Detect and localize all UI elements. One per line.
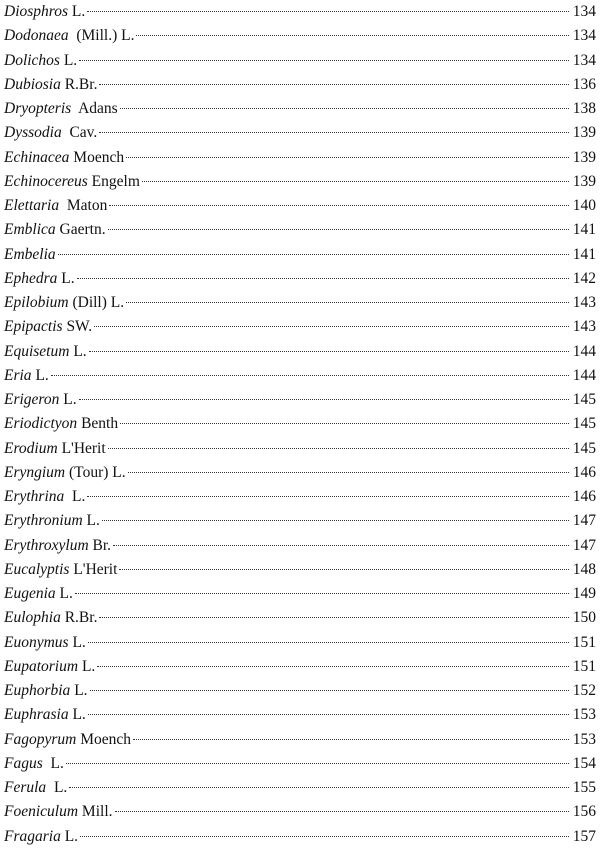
index-entry — [4, 485, 596, 509]
dot-leader — [142, 181, 569, 182]
genus-name: Erigeron — [4, 391, 60, 408]
page-number: 141 — [572, 245, 596, 263]
dot-leader — [133, 739, 569, 740]
page-number: 148 — [572, 560, 596, 578]
genus-name: Erodium — [4, 439, 58, 457]
author-abbreviation: Mill. — [81, 803, 113, 821]
genus-name: Epilobium — [4, 294, 69, 311]
index-entry — [4, 679, 596, 703]
author-abbreviation: L. — [64, 827, 79, 845]
page-number: 134 — [572, 51, 596, 69]
page-number: 155 — [572, 779, 596, 796]
author-abbreviation: Moench — [80, 730, 131, 748]
genus-name: Diosphros — [4, 3, 69, 20]
index-entry — [4, 412, 596, 436]
dot-leader — [94, 326, 569, 327]
page-number: 139 — [572, 172, 596, 190]
genus-name: Dubiosia — [4, 75, 61, 93]
genus-name: Equisetum — [4, 342, 70, 360]
author-abbreviation: (Mill.) L. — [72, 27, 135, 45]
dot-leader — [58, 254, 569, 255]
dot-leader — [79, 399, 569, 400]
author-abbreviation: (Dill) L. — [72, 294, 125, 311]
author-abbreviation: Moench — [73, 148, 125, 166]
botanical-index-list — [4, 0, 596, 849]
index-entry — [4, 631, 596, 655]
genus-name: Dolichos — [4, 51, 60, 69]
author-abbreviation: L. — [72, 633, 86, 651]
index-entry — [4, 291, 596, 315]
index-entry — [4, 800, 596, 824]
dot-leader — [87, 496, 569, 497]
page-number: 151 — [572, 657, 596, 675]
genus-name: Echinocereus — [4, 172, 88, 190]
index-entry — [4, 243, 596, 267]
author-abbreviation: R.Br. — [64, 609, 98, 627]
author-abbreviation: Engelm — [91, 172, 140, 190]
page-number: 144 — [572, 366, 596, 384]
author-abbreviation: Gaertn. — [59, 221, 106, 239]
dot-leader — [113, 545, 569, 546]
index-entry — [4, 97, 596, 121]
author-abbreviation: L. — [74, 682, 88, 699]
author-abbreviation: Maton — [62, 197, 108, 214]
genus-name: Erythrina — [4, 488, 65, 505]
genus-name: Embelia — [4, 245, 56, 263]
genus-name: Fragaria — [4, 827, 61, 845]
index-entry — [4, 364, 596, 388]
dot-leader — [51, 375, 569, 376]
dot-leader — [126, 302, 569, 303]
genus-name: Eria — [4, 366, 32, 384]
index-entry — [4, 728, 596, 752]
page-number: 147 — [572, 536, 596, 554]
index-entry — [4, 825, 596, 849]
genus-name: Eryngium — [4, 463, 66, 481]
author-abbreviation: Adans — [75, 100, 118, 117]
dot-leader — [88, 642, 569, 643]
author-abbreviation: L. — [63, 51, 78, 69]
dot-leader — [75, 593, 569, 594]
author-abbreviation: Br. — [92, 536, 112, 554]
index-entry — [4, 218, 596, 242]
page-number: 136 — [572, 75, 596, 93]
genus-name: Erythroxylum — [4, 536, 89, 554]
author-abbreviation: L. — [50, 779, 68, 796]
genus-name: Euphrasia — [4, 706, 69, 724]
author-abbreviation: L. — [73, 342, 87, 360]
genus-name: Elettaria — [4, 197, 60, 214]
index-entry — [4, 509, 596, 533]
page-number: 149 — [572, 585, 596, 602]
dot-leader — [99, 617, 569, 618]
author-abbreviation: L. — [71, 3, 86, 20]
author-abbreviation: R.Br. — [64, 75, 98, 93]
dot-leader — [89, 351, 569, 352]
dot-leader — [136, 35, 569, 36]
index-entry — [4, 461, 596, 485]
dot-leader — [66, 763, 569, 764]
author-abbreviation: L'Herit — [73, 560, 118, 578]
genus-name: Eucalyptis — [4, 560, 70, 578]
author-abbreviation: L. — [68, 488, 86, 505]
page-number: 145 — [572, 415, 596, 433]
dot-leader — [120, 423, 569, 424]
page-number: 141 — [572, 221, 596, 239]
author-abbreviation: L. — [61, 269, 75, 287]
dot-leader — [109, 205, 569, 206]
page-number: 140 — [572, 197, 596, 214]
genus-name: Eupatorium — [4, 657, 79, 675]
index-entry — [4, 146, 596, 170]
dot-leader — [80, 836, 569, 837]
page-number: 144 — [572, 342, 596, 360]
genus-name: Eriodictyon — [4, 415, 78, 433]
dot-leader — [126, 157, 569, 158]
genus-name: Ephedra — [4, 269, 58, 287]
page-number: 134 — [572, 3, 596, 20]
page-number: 143 — [572, 294, 596, 311]
index-entry — [4, 582, 596, 606]
index-entry — [4, 388, 596, 412]
index-entry — [4, 558, 596, 582]
genus-name: Eugenia — [4, 585, 56, 602]
page-number: 142 — [572, 269, 596, 287]
dot-leader — [77, 278, 569, 279]
dot-leader — [88, 714, 569, 715]
page-number: 134 — [572, 27, 596, 45]
author-abbreviation: L. — [63, 391, 77, 408]
page-number: 146 — [572, 488, 596, 505]
page-number: 150 — [572, 609, 596, 627]
author-abbreviation: L. — [81, 657, 96, 675]
genus-name: Echinacea — [4, 148, 70, 166]
genus-name: Eulophia — [4, 609, 61, 627]
page-number: 145 — [572, 391, 596, 408]
dot-leader — [120, 108, 569, 109]
dot-leader — [128, 472, 569, 473]
dot-leader — [99, 84, 569, 85]
page-number: 146 — [572, 463, 596, 481]
dot-leader — [87, 11, 569, 12]
index-entry — [4, 170, 596, 194]
index-entry — [4, 267, 596, 291]
page-number: 153 — [572, 730, 596, 748]
index-entry — [4, 73, 596, 97]
genus-name: Euonymus — [4, 633, 69, 651]
index-entry — [4, 534, 596, 558]
dot-leader — [97, 666, 569, 667]
author-abbreviation: L. — [72, 706, 86, 724]
genus-name: Dodonaea — [4, 27, 69, 45]
author-abbreviation: L. — [86, 512, 100, 530]
author-abbreviation: L. — [46, 754, 64, 772]
page-number: 152 — [572, 682, 596, 699]
genus-name: Emblica — [4, 221, 56, 239]
page-number: 145 — [572, 439, 596, 457]
dot-leader — [119, 569, 569, 570]
index-entry — [4, 24, 596, 48]
genus-name: Epipactis — [4, 318, 63, 336]
index-entry — [4, 340, 596, 364]
index-entry — [4, 776, 596, 800]
genus-name: Dyssodia — [4, 124, 62, 142]
page-number: 138 — [572, 100, 596, 117]
author-abbreviation: (Tour) L. — [69, 463, 126, 481]
page-number: 139 — [572, 124, 596, 142]
index-entry — [4, 437, 596, 461]
dot-leader — [90, 690, 569, 691]
index-entry — [4, 194, 596, 218]
dot-leader — [102, 520, 569, 521]
genus-name: Fagopyrum — [4, 730, 77, 748]
genus-name: Foeniculum — [4, 803, 79, 821]
genus-name: Erythronium — [4, 512, 83, 530]
page-number: 139 — [572, 148, 596, 166]
page-number: 143 — [572, 318, 596, 336]
index-entry — [4, 655, 596, 679]
index-entry — [4, 49, 596, 73]
page-number: 151 — [572, 633, 596, 651]
author-abbreviation: Cav. — [65, 124, 98, 142]
dot-leader — [69, 787, 569, 788]
author-abbreviation: L. — [35, 366, 49, 384]
dot-leader — [108, 448, 569, 449]
dot-leader — [115, 811, 570, 812]
index-entry — [4, 315, 596, 339]
dot-leader — [99, 132, 569, 133]
index-entry — [4, 606, 596, 630]
page-number: 157 — [572, 827, 596, 845]
author-abbreviation: L. — [59, 585, 73, 602]
index-entry — [4, 752, 596, 776]
dot-leader — [108, 229, 569, 230]
dot-leader — [79, 60, 569, 61]
page-number: 147 — [572, 512, 596, 530]
index-entry — [4, 0, 596, 24]
author-abbreviation: SW. — [66, 318, 93, 336]
page-number: 154 — [572, 754, 596, 772]
index-entry — [4, 121, 596, 145]
genus-name: Dryopteris — [4, 100, 72, 117]
author-abbreviation: L'Herit — [61, 439, 106, 457]
index-entry — [4, 703, 596, 727]
genus-name: Fagus — [4, 754, 43, 772]
page-number: 153 — [572, 706, 596, 724]
genus-name: Euphorbia — [4, 682, 71, 699]
author-abbreviation: Benth — [81, 415, 119, 433]
page-number: 156 — [572, 803, 596, 821]
genus-name: Ferula — [4, 779, 47, 796]
